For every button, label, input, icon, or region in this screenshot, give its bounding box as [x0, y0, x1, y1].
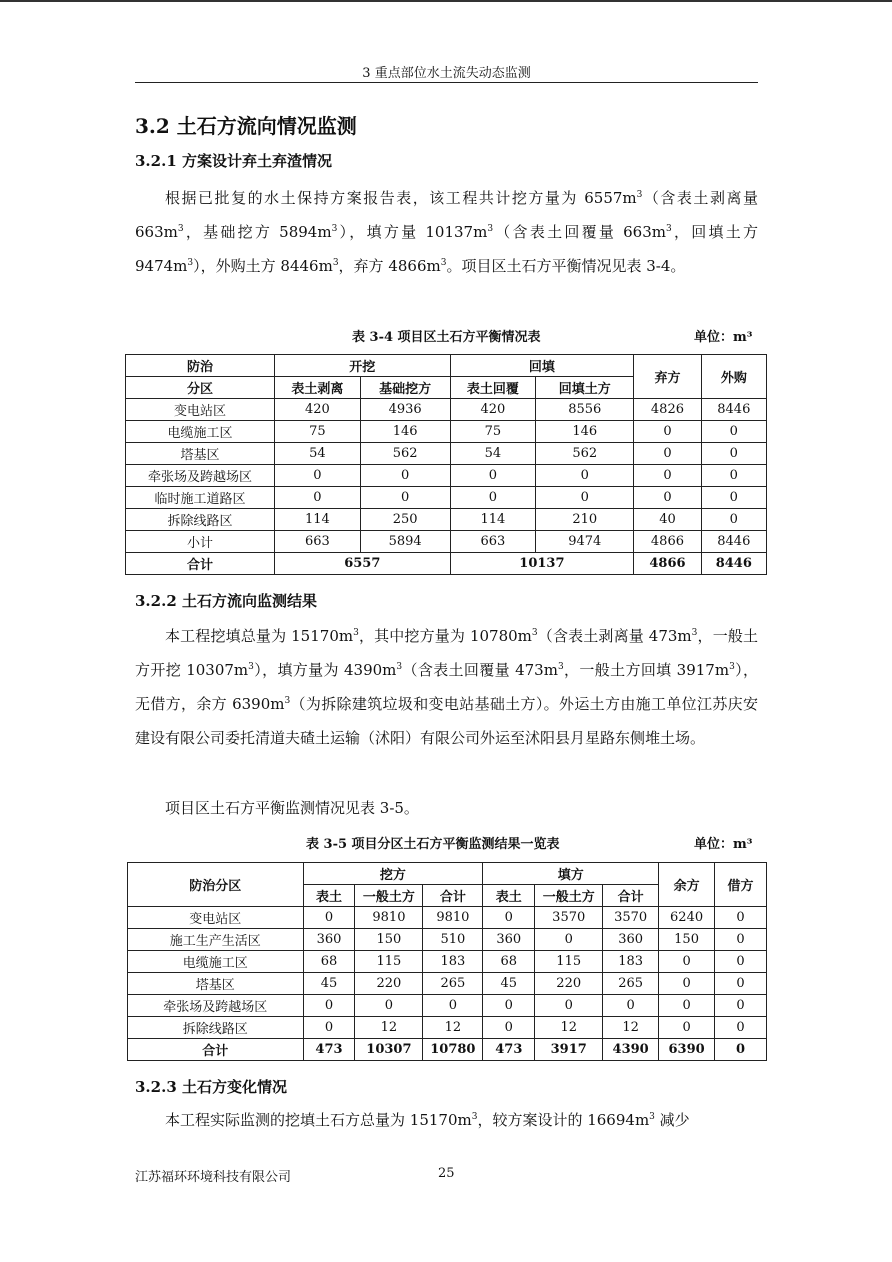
table-cell: 0 — [659, 1017, 715, 1039]
table-cell: 0 — [303, 995, 355, 1017]
table-cell: 12 — [423, 1017, 483, 1039]
table-cell: 0 — [535, 929, 603, 951]
table-cell: 183 — [423, 951, 483, 973]
table-cell: 562 — [536, 443, 634, 465]
table-cell: 115 — [355, 951, 423, 973]
table-cell: 0 — [275, 487, 361, 509]
table-cell: 0 — [701, 509, 766, 531]
table-cell: 3570 — [603, 907, 659, 929]
row-label: 牵张场及跨越场区 — [126, 465, 275, 487]
table-cell: 0 — [634, 443, 701, 465]
row-label: 电缆施工区 — [128, 951, 304, 973]
table-cell: 12 — [355, 1017, 423, 1039]
table-cell: 10780 — [423, 1039, 483, 1061]
table-cell: 0 — [303, 1017, 355, 1039]
total-spoil: 4866 — [634, 553, 701, 575]
table-cell: 12 — [535, 1017, 603, 1039]
row-label: 变电站区 — [128, 907, 304, 929]
table-cell: 220 — [535, 973, 603, 995]
table-cell: 8446 — [701, 399, 766, 421]
table-cell: 0 — [535, 995, 603, 1017]
table-cell: 12 — [603, 1017, 659, 1039]
table-row — [126, 531, 767, 553]
table-cell: 0 — [715, 1017, 767, 1039]
table-cell: 663 — [450, 531, 536, 553]
header-cut-topsoil: 表土 — [303, 885, 355, 907]
header-strip: 表土剥离 — [275, 377, 361, 399]
table-cell: 146 — [536, 421, 634, 443]
paragraph-plan-spoil: 根据已批复的水土保持方案报告表，该工程共计挖方量为 $6557m^3$（含表土剥离量 $663m^3$，基础挖方 $5894m^3$），填方量 $10137m^3$（含表土回覆量 $663m^3$，回填土方 $9474m^3$），外购土方 $8446m^3$，弃方 $4866m^3$。项目区土石方平衡情况见表 3-4。 — [135, 189, 759, 275]
table-cell: 150 — [355, 929, 423, 951]
subsection-title-3-2-2: 3.2.2 土石方流向监测结果 — [135, 592, 317, 610]
table-cell: 0 — [659, 973, 715, 995]
table-cell: 54 — [450, 443, 536, 465]
header-spoil: 弃方 — [634, 355, 701, 399]
header-borrow: 借方 — [715, 863, 767, 907]
table-row — [126, 443, 767, 465]
header-zone: 防治 — [126, 355, 275, 377]
table-row — [126, 509, 767, 531]
row-label: 电缆施工区 — [126, 421, 275, 443]
header-cut-sum: 合计 — [423, 885, 483, 907]
header-fill: 填方 — [483, 863, 659, 885]
table-row — [128, 1039, 767, 1061]
table-cell: 562 — [360, 443, 450, 465]
table-3-5-unit: 单位：m³ — [694, 837, 753, 852]
table-cell: 8556 — [536, 399, 634, 421]
subsection-title-3-2-3: 3.2.3 土石方变化情况 — [135, 1078, 287, 1096]
table-cell: 4866 — [634, 531, 701, 553]
table-cell: 3917 — [535, 1039, 603, 1061]
table-3-5-caption: 表 3-5 项目分区土石方平衡监测结果一览表 — [306, 837, 560, 852]
table-row — [128, 907, 767, 929]
table-cell: 6390 — [659, 1039, 715, 1061]
table-cell: 0 — [715, 907, 767, 929]
section-title: 3.2 土石方流向情况监测 — [135, 114, 357, 138]
table-cell: 0 — [715, 995, 767, 1017]
header-rule — [135, 82, 758, 83]
table-row — [128, 995, 767, 1017]
table-3-4-caption: 表 3-4 项目区土石方平衡情况表 — [352, 330, 541, 345]
table-cell: 0 — [701, 487, 766, 509]
table-cell: 510 — [423, 929, 483, 951]
table-cell: 0 — [536, 465, 634, 487]
total-fill: 10137 — [450, 553, 634, 575]
table-cell: 220 — [355, 973, 423, 995]
table-cell: 115 — [535, 951, 603, 973]
table-3-5-body — [128, 907, 767, 1061]
header-foundation: 基础挖方 — [360, 377, 450, 399]
header-topsoil-return: 表土回覆 — [450, 377, 536, 399]
table-row — [128, 951, 767, 973]
table-cell: 0 — [275, 465, 361, 487]
paragraph-change: 本工程实际监测的挖填土石方总量为 $15170m^3$，较方案设计的 $16694m^3$ 减少 — [165, 1111, 690, 1129]
header-fill-sum: 合计 — [603, 885, 659, 907]
table-cell: 0 — [450, 487, 536, 509]
row-label: 施工生产生活区 — [128, 929, 304, 951]
table-row — [128, 929, 767, 951]
table-cell: 0 — [634, 421, 701, 443]
total-label: 合计 — [126, 553, 275, 575]
table-cell: 75 — [450, 421, 536, 443]
table-cell: 0 — [715, 973, 767, 995]
table-cell: 0 — [701, 421, 766, 443]
table-cell: 0 — [355, 995, 423, 1017]
table-cell: 420 — [275, 399, 361, 421]
table-cell: 8446 — [701, 531, 766, 553]
paragraph-monitoring-result: 本工程挖填总量为 $15170m^3$，其中挖方量为 $10780m^3$（含表土剥离量 $473m^3$，一般土方开挖 $10307m^3$），填方量为 $4390m^3$（含表土回覆量 $473m^3$，一般土方回填 $3917m^3$），无借方，余方 $6390m^3$（为拆除建筑垃圾和变电站基础土方）。外运土方由施工单位江苏庆安建设有限公司委托清道夫碴土运输（沭阳）有限公司外运至沭阳县月星路东侧堆土场。 — [135, 627, 759, 747]
table-row — [126, 421, 767, 443]
table-cell: 0 — [634, 487, 701, 509]
table-cell: 0 — [715, 929, 767, 951]
header-fill-topsoil: 表土 — [483, 885, 535, 907]
table-cell: 68 — [483, 951, 535, 973]
table-cell: 420 — [450, 399, 536, 421]
table-cell: 0 — [701, 465, 766, 487]
table-cell: 10307 — [355, 1039, 423, 1061]
table-cell: 6240 — [659, 907, 715, 929]
table-cell: 473 — [303, 1039, 355, 1061]
total-excavation: 6557 — [275, 553, 451, 575]
table-cell: 45 — [483, 973, 535, 995]
table-cell: 0 — [701, 443, 766, 465]
table-cell: 9810 — [355, 907, 423, 929]
table-3-5 — [127, 862, 767, 1061]
table-cell: 210 — [536, 509, 634, 531]
table-cell: 0 — [603, 995, 659, 1017]
row-label: 小计 — [126, 531, 275, 553]
row-label: 牵张场及跨越场区 — [128, 995, 304, 1017]
header-cut: 挖方 — [303, 863, 483, 885]
row-label: 拆除线路区 — [128, 1017, 304, 1039]
table-cell: 3570 — [535, 907, 603, 929]
table-cell: 0 — [634, 465, 701, 487]
table-cell: 183 — [603, 951, 659, 973]
table-cell: 0 — [303, 907, 355, 929]
table-row — [126, 399, 767, 421]
table-cell: 40 — [634, 509, 701, 531]
top-border — [0, 0, 892, 2]
table-cell: 250 — [360, 509, 450, 531]
table-cell: 150 — [659, 929, 715, 951]
table-cell: 146 — [360, 421, 450, 443]
header-surplus: 余方 — [659, 863, 715, 907]
row-label: 塔基区 — [128, 973, 304, 995]
header-purchase: 外购 — [701, 355, 766, 399]
row-label: 拆除线路区 — [126, 509, 275, 531]
table-cell: 473 — [483, 1039, 535, 1061]
table-cell: 5894 — [360, 531, 450, 553]
table-cell: 4936 — [360, 399, 450, 421]
paragraph-table-ref: 项目区土石方平衡监测情况见表 3-5。 — [165, 799, 419, 817]
header-zone-2: 分区 — [126, 377, 275, 399]
table-row — [128, 1017, 767, 1039]
table-row — [126, 465, 767, 487]
table-cell: 0 — [715, 1039, 767, 1061]
footer-company: 江苏福环环境科技有限公司 — [135, 1170, 292, 1185]
table-cell: 0 — [360, 487, 450, 509]
table-cell: 0 — [360, 465, 450, 487]
table-cell: 9474 — [536, 531, 634, 553]
table-cell: 0 — [483, 995, 535, 1017]
page-number: 25 — [438, 1166, 455, 1181]
table-cell: 663 — [275, 531, 361, 553]
table-cell: 0 — [715, 951, 767, 973]
table-cell: 0 — [483, 1017, 535, 1039]
table-cell: 4390 — [603, 1039, 659, 1061]
table-cell: 265 — [423, 973, 483, 995]
header-zone: 防治分区 — [128, 863, 304, 907]
table-cell: 54 — [275, 443, 361, 465]
table-cell: 0 — [483, 907, 535, 929]
table-cell: 0 — [450, 465, 536, 487]
total-purchase: 8446 — [701, 553, 766, 575]
table-cell: 114 — [450, 509, 536, 531]
header-excavation: 开挖 — [275, 355, 451, 377]
row-label: 合计 — [128, 1039, 304, 1061]
table-cell: 68 — [303, 951, 355, 973]
header-fill-general: 一般土方 — [535, 885, 603, 907]
table-cell: 9810 — [423, 907, 483, 929]
table-cell: 360 — [483, 929, 535, 951]
table-cell: 4826 — [634, 399, 701, 421]
row-label: 变电站区 — [126, 399, 275, 421]
table-row — [128, 973, 767, 995]
table-cell: 0 — [659, 951, 715, 973]
table-cell: 265 — [603, 973, 659, 995]
table-cell: 75 — [275, 421, 361, 443]
table-3-4-unit: 单位：m³ — [694, 330, 753, 345]
table-3-4-body — [126, 399, 767, 553]
table-cell: 360 — [303, 929, 355, 951]
row-label: 临时施工道路区 — [126, 487, 275, 509]
table-row — [126, 487, 767, 509]
table-cell: 0 — [659, 995, 715, 1017]
table-cell: 45 — [303, 973, 355, 995]
row-label: 塔基区 — [126, 443, 275, 465]
header-backfill: 回填土方 — [536, 377, 634, 399]
table-cell: 0 — [423, 995, 483, 1017]
header-fill: 回填 — [450, 355, 634, 377]
header-cut-general: 一般土方 — [355, 885, 423, 907]
running-header: 3 重点部位水土流失动态监测 — [362, 66, 531, 81]
table-cell: 114 — [275, 509, 361, 531]
table-3-4 — [125, 354, 767, 575]
subsection-title-3-2-1: 3.2.1 方案设计弃土弃渣情况 — [135, 152, 332, 170]
table-cell: 0 — [536, 487, 634, 509]
table-cell: 360 — [603, 929, 659, 951]
